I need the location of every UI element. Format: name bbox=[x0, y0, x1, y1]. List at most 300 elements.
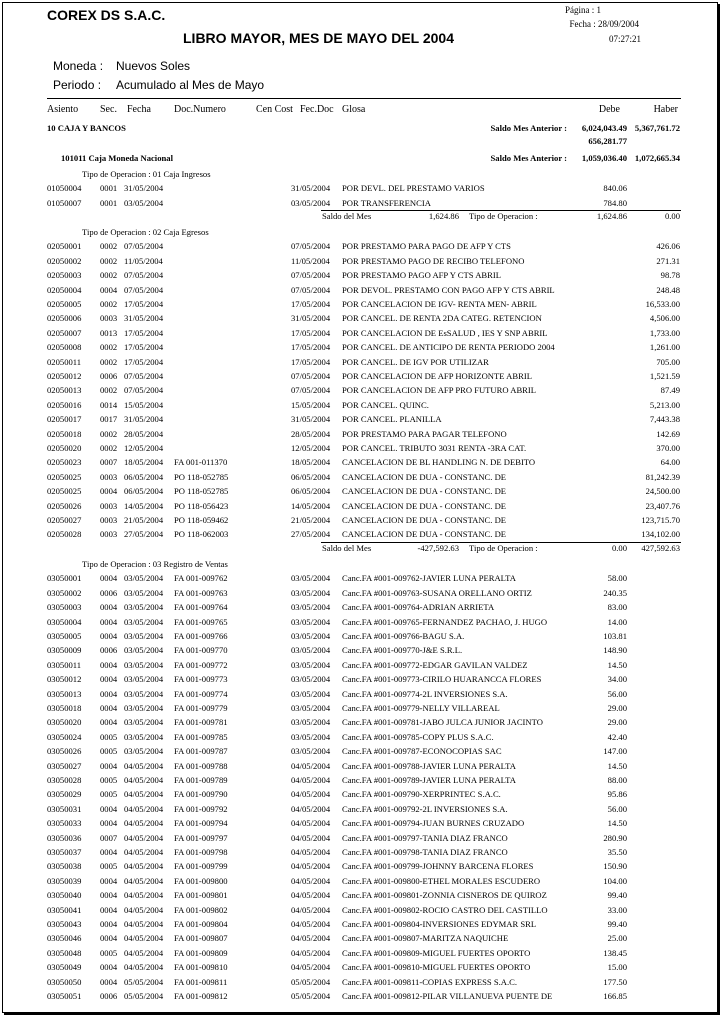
haber-cell: 23,407.76 bbox=[645, 500, 680, 511]
col-sec: Sec. bbox=[100, 104, 117, 115]
glosa-cell: POR CANCELACION DE IGV- RENTA MEN- ABRIL bbox=[342, 299, 537, 309]
sec-cell: 0004 bbox=[100, 602, 118, 613]
fec-doc-cell: 04/05/2004 bbox=[291, 789, 331, 800]
doc-cell: FA 001-009800 bbox=[174, 875, 228, 886]
subaccount-saldo-debe: 1,059,036.40 bbox=[581, 153, 627, 163]
ledger-row bbox=[3, 400, 717, 411]
asiento-cell: 01050007 bbox=[47, 197, 82, 208]
glosa-cell: Canc.FA #001-009797-TANIA DIAZ FRANCO bbox=[342, 832, 508, 843]
glosa-cell: Canc.FA #001-009799-JOHNNY BARCENA FLORES bbox=[342, 861, 534, 872]
fecha-cell: 03/05/2004 bbox=[124, 645, 164, 656]
fecha-cell: 06/05/2004 bbox=[124, 486, 164, 497]
fecha-cell: 04/05/2004 bbox=[124, 789, 164, 800]
asiento-cell: 03050004 bbox=[47, 616, 82, 627]
sec-cell: 0004 bbox=[100, 962, 118, 973]
asiento-cell: 02050016 bbox=[47, 399, 82, 410]
account-net: 656,281.77 bbox=[588, 136, 627, 146]
asiento-cell: 03050033 bbox=[47, 818, 82, 829]
fecha-cell: 17/05/2004 bbox=[124, 356, 164, 367]
fec-doc-cell: 04/05/2004 bbox=[291, 947, 331, 958]
fecha-cell: 05/05/2004 bbox=[124, 976, 164, 987]
fecha-cell: 15/05/2004 bbox=[124, 399, 164, 410]
fecha-cell: 03/05/2004 bbox=[124, 659, 164, 670]
fecha-cell: 03/05/2004 bbox=[124, 688, 164, 699]
subtotal-debe: 1,624.86 bbox=[596, 211, 627, 222]
glosa-cell: Canc.FA #001-009789-JAVIER LUNA PERALTA bbox=[342, 775, 516, 785]
operation-type-label: Tipo de Operacion : 02 Caja Egresos bbox=[82, 227, 209, 237]
asiento-cell: 03050040 bbox=[47, 890, 82, 901]
doc-cell: FA 001-009788 bbox=[174, 760, 228, 771]
operation-type-label: Tipo de Operacion : 01 Caja Ingresos bbox=[82, 169, 211, 179]
glosa-cell: Canc.FA #001-009798-TANIA DIAZ FRANCO bbox=[342, 847, 508, 857]
sec-cell: 0005 bbox=[100, 789, 118, 800]
haber-cell: 426.06 bbox=[656, 241, 680, 252]
ledger-row bbox=[3, 660, 717, 671]
subaccount-row bbox=[3, 153, 717, 164]
asiento-cell: 02050027 bbox=[47, 515, 82, 525]
haber-cell: 370.00 bbox=[656, 443, 680, 453]
haber-cell: 5,213.00 bbox=[649, 399, 680, 410]
debe-cell: 103.81 bbox=[603, 631, 627, 641]
fec-doc-cell: 04/05/2004 bbox=[291, 832, 331, 843]
doc-cell: PO 118-052785 bbox=[174, 471, 229, 482]
asiento-cell: 03050031 bbox=[47, 803, 82, 814]
asiento-cell: 03050029 bbox=[47, 789, 82, 800]
account-net-row bbox=[3, 136, 717, 147]
ledger-row bbox=[3, 631, 717, 642]
asiento-cell: 03050024 bbox=[47, 731, 82, 742]
print-date: Fecha : 28/09/2004 bbox=[569, 19, 639, 29]
fec-doc-cell: 17/05/2004 bbox=[291, 299, 331, 309]
ledger-row bbox=[3, 198, 717, 209]
col-haber: Haber bbox=[653, 104, 678, 115]
ledger-row bbox=[3, 501, 717, 512]
ledger-row bbox=[3, 588, 717, 599]
account-saldo-label: Saldo Mes Anterior : bbox=[490, 123, 567, 133]
fecha-cell: 04/05/2004 bbox=[124, 875, 164, 886]
debe-cell: 104.00 bbox=[603, 875, 627, 886]
fec-doc-cell: 03/05/2004 bbox=[291, 645, 331, 656]
fecha-cell: 07/05/2004 bbox=[124, 270, 164, 281]
asiento-cell: 03050039 bbox=[47, 875, 82, 886]
ledger-row bbox=[3, 313, 717, 324]
fec-doc-cell: 03/05/2004 bbox=[291, 616, 331, 627]
asiento-cell: 02050020 bbox=[47, 443, 82, 453]
fec-doc-cell: 04/05/2004 bbox=[291, 933, 331, 944]
haber-cell: 16,533.00 bbox=[645, 299, 680, 309]
ledger-row bbox=[3, 429, 717, 440]
fecha-cell: 04/05/2004 bbox=[124, 947, 164, 958]
debe-cell: 56.00 bbox=[607, 803, 627, 814]
ledger-row bbox=[3, 385, 717, 396]
sec-cell: 0013 bbox=[100, 327, 118, 338]
debe-cell: 58.00 bbox=[607, 573, 627, 584]
fec-doc-cell: 18/05/2004 bbox=[291, 457, 331, 468]
fec-doc-cell: 07/05/2004 bbox=[291, 241, 331, 252]
glosa-cell: Canc.FA #001-009770-J&E S.R.L. bbox=[342, 645, 463, 656]
asiento-cell: 03050001 bbox=[47, 573, 82, 584]
doc-cell: FA 001-009807 bbox=[174, 933, 228, 944]
fec-doc-cell: 15/05/2004 bbox=[291, 399, 331, 410]
debe-cell: 35.50 bbox=[607, 847, 627, 857]
fecha-cell: 04/05/2004 bbox=[124, 890, 164, 901]
subtotal-row bbox=[3, 543, 717, 554]
glosa-cell: CANCELACION DE DUA - CONSTANC. DE bbox=[342, 515, 507, 525]
debe-cell: 840.06 bbox=[603, 183, 627, 194]
debe-cell: 148.90 bbox=[603, 645, 627, 656]
fec-doc-cell: 04/05/2004 bbox=[291, 919, 331, 929]
fecha-cell: 17/05/2004 bbox=[124, 342, 164, 353]
ledger-row bbox=[3, 299, 717, 310]
fec-doc-cell: 05/05/2004 bbox=[291, 991, 331, 1001]
asiento-cell: 03050049 bbox=[47, 962, 82, 973]
fec-doc-cell: 06/05/2004 bbox=[291, 486, 331, 497]
glosa-cell: POR CANCELACION DE EsSALUD , IES Y SNP ABRIL bbox=[342, 327, 548, 338]
sec-cell: 0005 bbox=[100, 731, 118, 742]
debe-cell: 29.00 bbox=[607, 703, 627, 713]
saldo-del-mes-value: 1,624.86 bbox=[428, 211, 459, 222]
sec-cell: 0004 bbox=[100, 703, 118, 713]
haber-cell: 123,715.70 bbox=[641, 515, 680, 525]
glosa-cell: Canc.FA #001-009807-MARITZA NAQUICHE bbox=[342, 933, 509, 944]
fecha-cell: 03/05/2004 bbox=[124, 573, 164, 584]
glosa-cell: POR CANCEL. PLANILLA bbox=[342, 414, 442, 425]
debe-cell: 95.86 bbox=[607, 789, 627, 800]
doc-cell: FA 001-009763 bbox=[174, 587, 228, 598]
fecha-cell: 07/05/2004 bbox=[124, 385, 164, 396]
doc-cell: PO 118-056423 bbox=[174, 500, 229, 511]
fec-doc-cell: 14/05/2004 bbox=[291, 500, 331, 511]
asiento-cell: 02050017 bbox=[47, 414, 82, 425]
doc-cell: FA 001-009772 bbox=[174, 659, 228, 670]
haber-cell: 64.00 bbox=[660, 457, 680, 468]
sec-cell: 0003 bbox=[100, 515, 118, 525]
fecha-cell: 04/05/2004 bbox=[124, 933, 164, 944]
fec-doc-cell: 28/05/2004 bbox=[291, 428, 331, 439]
fec-doc-cell: 31/05/2004 bbox=[291, 414, 331, 425]
fec-doc-cell: 04/05/2004 bbox=[291, 847, 331, 857]
doc-cell: FA 001-009810 bbox=[174, 962, 228, 973]
fec-doc-cell: 04/05/2004 bbox=[291, 890, 331, 901]
fec-doc-cell: 03/05/2004 bbox=[291, 659, 331, 670]
haber-cell: 271.31 bbox=[656, 255, 680, 266]
debe-cell: 14.50 bbox=[607, 760, 627, 771]
sec-cell: 0004 bbox=[100, 803, 118, 814]
fec-doc-cell: 31/05/2004 bbox=[291, 313, 331, 324]
haber-cell: 1,261.00 bbox=[649, 342, 680, 353]
fecha-cell: 17/05/2004 bbox=[124, 327, 164, 338]
col-debe: Debe bbox=[598, 104, 620, 115]
glosa-cell: Canc.FA #001-009781-JABO JULCA JUNIOR JACINTO bbox=[342, 717, 543, 728]
glosa-cell: POR CANCEL. QUINC. bbox=[342, 399, 429, 410]
asiento-cell: 02050025 bbox=[47, 471, 82, 482]
ledger-row bbox=[3, 645, 717, 656]
debe-cell: 56.00 bbox=[607, 688, 627, 699]
subtotal-haber: 0.00 bbox=[664, 211, 680, 222]
glosa-cell: Canc.FA #001-009802-ROCIO CASTRO DEL CASTILLO bbox=[342, 904, 548, 915]
ledger-row bbox=[3, 674, 717, 685]
periodo-value: Acumulado al Mes de Mayo bbox=[116, 78, 265, 92]
doc-cell: FA 001-009794 bbox=[174, 818, 228, 829]
sec-cell: 0001 bbox=[100, 183, 118, 194]
fec-doc-cell: 04/05/2004 bbox=[291, 760, 331, 771]
glosa-cell: POR CANCELACION DE AFP HORIZONTE ABRIL bbox=[342, 371, 532, 381]
operation-type-title bbox=[3, 169, 717, 180]
doc-cell: PO 118-062003 bbox=[174, 529, 229, 540]
ledger-row bbox=[3, 717, 717, 728]
sec-cell: 0004 bbox=[100, 976, 118, 987]
sec-cell: 0002 bbox=[100, 356, 118, 367]
sec-cell: 0004 bbox=[100, 631, 118, 641]
sec-cell: 0006 bbox=[100, 991, 118, 1001]
doc-cell: FA 001-009764 bbox=[174, 602, 228, 613]
sec-cell: 0003 bbox=[100, 471, 118, 482]
ledger-row bbox=[3, 486, 717, 497]
fec-doc-cell: 04/05/2004 bbox=[291, 861, 331, 872]
asiento-cell: 03050018 bbox=[47, 703, 82, 713]
asiento-cell: 03050037 bbox=[47, 847, 82, 857]
sec-cell: 0004 bbox=[100, 933, 118, 944]
glosa-cell: POR CANCELACION DE AFP PRO FUTURO ABRIL bbox=[342, 385, 537, 396]
debe-cell: 88.00 bbox=[607, 775, 627, 785]
asiento-cell: 02050023 bbox=[47, 457, 82, 468]
sec-cell: 0005 bbox=[100, 746, 118, 757]
company-name: COREX DS S.A.C. bbox=[47, 7, 166, 23]
doc-cell: FA 001-009802 bbox=[174, 904, 228, 915]
asiento-cell: 02050025 bbox=[47, 486, 82, 497]
sec-cell: 0005 bbox=[100, 947, 118, 958]
glosa-cell: Canc.FA #001-009765-FERNANDEZ PACHAO, J. HUGO bbox=[342, 616, 548, 627]
debe-cell: 29.00 bbox=[607, 717, 627, 728]
asiento-cell: 03050050 bbox=[47, 976, 82, 987]
glosa-cell: CANCELACION DE DUA - CONSTANC. DE bbox=[342, 529, 507, 540]
fecha-cell: 14/05/2004 bbox=[124, 500, 164, 511]
glosa-cell: Canc.FA #001-009809-MIGUEL FUERTES OPORTO bbox=[342, 947, 531, 958]
asiento-cell: 02050026 bbox=[47, 500, 82, 511]
print-time: 07:27:21 bbox=[609, 34, 642, 44]
asiento-cell: 03050027 bbox=[47, 760, 82, 771]
asiento-cell: 02050008 bbox=[47, 342, 82, 353]
fecha-cell: 04/05/2004 bbox=[124, 760, 164, 771]
sec-cell: 0004 bbox=[100, 659, 118, 670]
asiento-cell: 03050011 bbox=[47, 659, 82, 670]
subaccount-saldo-haber: 1,072,665.34 bbox=[634, 153, 680, 163]
sec-cell: 0003 bbox=[100, 529, 118, 540]
fecha-cell: 03/05/2004 bbox=[124, 616, 164, 627]
ledger-row bbox=[3, 847, 717, 858]
glosa-cell: Canc.FA #001-009811-COPIAS EXPRESS S.A.C. bbox=[342, 976, 518, 987]
asiento-cell: 02050005 bbox=[47, 299, 82, 309]
doc-cell: FA 001-009781 bbox=[174, 717, 228, 728]
glosa-cell: Canc.FA #001-009800-ETHEL MORALES ESCUDERO bbox=[342, 875, 541, 886]
fec-doc-cell: 06/05/2004 bbox=[291, 471, 331, 482]
col-glosa: Glosa bbox=[342, 104, 366, 115]
ledger-row bbox=[3, 732, 717, 743]
ledger-row bbox=[3, 617, 717, 628]
haber-cell: 24,500.00 bbox=[645, 486, 680, 497]
asiento-cell: 03050041 bbox=[47, 904, 82, 915]
fecha-cell: 04/05/2004 bbox=[124, 904, 164, 915]
sec-cell: 0004 bbox=[100, 717, 118, 728]
fec-doc-cell: 11/05/2004 bbox=[291, 255, 330, 266]
col-cen-cost: Cen Cost bbox=[256, 104, 293, 115]
ledger-row bbox=[3, 472, 717, 483]
ledger-row bbox=[3, 905, 717, 916]
doc-cell: FA 001-009798 bbox=[174, 847, 228, 857]
ledger-row bbox=[3, 861, 717, 872]
ledger-row bbox=[3, 991, 717, 1002]
fecha-cell: 03/05/2004 bbox=[124, 703, 164, 713]
debe-cell: 147.00 bbox=[603, 746, 627, 757]
glosa-cell: Canc.FA #001-009794-JUAN BURNES CRUZADO bbox=[342, 818, 525, 829]
fec-doc-cell: 03/05/2004 bbox=[291, 602, 331, 613]
glosa-cell: POR PRESTAMO PARA PAGAR TELEFONO bbox=[342, 428, 507, 439]
saldo-del-mes-value: -427,592.63 bbox=[417, 542, 459, 553]
sec-cell: 0004 bbox=[100, 674, 118, 685]
glosa-cell: Canc.FA #001-009766-BAGU S.A. bbox=[342, 631, 465, 641]
sec-cell: 0003 bbox=[100, 313, 118, 324]
glosa-cell: POR CANCEL. DE IGV POR UTILIZAR bbox=[342, 356, 489, 367]
asiento-cell: 03050028 bbox=[47, 775, 82, 785]
asiento-cell: 02050018 bbox=[47, 428, 82, 439]
periodo-label: Periodo : bbox=[53, 78, 102, 92]
fecha-cell: 11/05/2004 bbox=[124, 255, 163, 266]
asiento-cell: 03050020 bbox=[47, 717, 82, 728]
fec-doc-cell: 17/05/2004 bbox=[291, 342, 331, 353]
doc-cell: FA 001-009779 bbox=[174, 703, 228, 713]
glosa-cell: Canc.FA #001-009772-EDGAR GAVILAN VALDEZ bbox=[342, 659, 528, 670]
debe-cell: 240.35 bbox=[603, 587, 627, 598]
fecha-cell: 21/05/2004 bbox=[124, 515, 164, 525]
fec-doc-cell: 07/05/2004 bbox=[291, 284, 331, 295]
glosa-cell: POR CANCEL. DE ANTICIPO DE RENTA PERIODO 2004 bbox=[342, 342, 555, 353]
col-doc-numero: Doc.Numero bbox=[174, 104, 226, 115]
sec-cell: 0003 bbox=[100, 500, 118, 511]
asiento-cell: 03050009 bbox=[47, 645, 82, 656]
fec-doc-cell: 03/05/2004 bbox=[291, 674, 331, 685]
sec-cell: 0005 bbox=[100, 861, 118, 872]
haber-cell: 81,242.39 bbox=[645, 471, 680, 482]
fec-doc-cell: 03/05/2004 bbox=[291, 631, 331, 641]
sec-cell: 0004 bbox=[100, 890, 118, 901]
sec-cell: 0014 bbox=[100, 399, 118, 410]
fec-doc-cell: 04/05/2004 bbox=[291, 803, 331, 814]
doc-cell: FA 001-009787 bbox=[174, 746, 228, 757]
ledger-row bbox=[3, 833, 717, 844]
asiento-cell: 02050004 bbox=[47, 284, 82, 295]
glosa-cell: POR TRANSFERENCIA bbox=[342, 197, 431, 208]
ledger-row bbox=[3, 804, 717, 815]
sec-cell: 0002 bbox=[100, 342, 118, 353]
debe-cell: 14.00 bbox=[607, 616, 627, 627]
fecha-cell: 17/05/2004 bbox=[124, 299, 164, 309]
debe-cell: 14.50 bbox=[607, 818, 627, 829]
debe-cell: 34.00 bbox=[607, 674, 627, 685]
haber-cell: 87.49 bbox=[660, 385, 680, 396]
page-number: Página : 1 bbox=[565, 5, 601, 15]
fec-doc-cell: 03/05/2004 bbox=[291, 703, 331, 713]
ledger-row bbox=[3, 443, 717, 454]
glosa-cell: Canc.FA #001-009812-PILAR VILLANUEVA PUENTE DE bbox=[342, 991, 553, 1001]
asiento-cell: 02050007 bbox=[47, 327, 82, 338]
fecha-cell: 03/05/2004 bbox=[124, 631, 164, 641]
saldo-del-mes-label: Saldo del Mes bbox=[322, 211, 372, 222]
ledger-row bbox=[3, 414, 717, 425]
doc-cell: FA 001-009774 bbox=[174, 688, 228, 699]
doc-cell: PO 118-052785 bbox=[174, 486, 229, 497]
doc-cell: FA 001-009790 bbox=[174, 789, 228, 800]
subaccount-saldo-label: Saldo Mes Anterior : bbox=[490, 153, 567, 163]
doc-cell: FA 001-009765 bbox=[174, 616, 228, 627]
sec-cell: 0001 bbox=[100, 197, 118, 208]
debe-cell: 138.45 bbox=[603, 947, 627, 958]
asiento-cell: 02050012 bbox=[47, 371, 82, 381]
doc-cell: FA 001-009799 bbox=[174, 861, 228, 872]
account-saldo-debe: 6,024,043.49 bbox=[581, 123, 627, 133]
glosa-cell: Canc.FA #001-009792-2L INVERSIONES S.A. bbox=[342, 803, 508, 814]
asiento-cell: 03050003 bbox=[47, 602, 82, 613]
asiento-cell: 03050043 bbox=[47, 919, 82, 929]
sec-cell: 0004 bbox=[100, 486, 118, 497]
fecha-cell: 27/05/2004 bbox=[124, 529, 164, 540]
ledger-row bbox=[3, 919, 717, 930]
debe-cell: 15.00 bbox=[607, 962, 627, 973]
glosa-cell: Canc.FA #001-009779-NELLY VILLAREAL bbox=[342, 703, 500, 713]
ledger-row bbox=[3, 573, 717, 584]
account-saldo-haber: 5,367,761.72 bbox=[634, 123, 680, 133]
fecha-cell: 05/05/2004 bbox=[124, 991, 164, 1001]
fecha-cell: 04/05/2004 bbox=[124, 775, 164, 785]
doc-cell: FA 001-009809 bbox=[174, 947, 228, 958]
asiento-cell: 02050003 bbox=[47, 270, 82, 281]
operation-type-label: Tipo de Operacion : 03 Registro de Ventas bbox=[82, 559, 228, 569]
fecha-cell: 28/05/2004 bbox=[124, 428, 164, 439]
debe-cell: 99.40 bbox=[607, 890, 627, 901]
fecha-cell: 03/05/2004 bbox=[124, 746, 164, 757]
ledger-row bbox=[3, 689, 717, 700]
ledger-row bbox=[3, 328, 717, 339]
fec-doc-cell: 03/05/2004 bbox=[291, 731, 331, 742]
asiento-cell: 02050013 bbox=[47, 385, 82, 396]
fec-doc-cell: 07/05/2004 bbox=[291, 385, 331, 396]
ledger-row bbox=[3, 602, 717, 613]
doc-cell: FA 001-009766 bbox=[174, 631, 228, 641]
sec-cell: 0004 bbox=[100, 688, 118, 699]
fec-doc-cell: 03/05/2004 bbox=[291, 587, 331, 598]
fec-doc-cell: 04/05/2004 bbox=[291, 875, 331, 886]
doc-cell: FA 001-009770 bbox=[174, 645, 228, 656]
subtotal-haber: 427,592.63 bbox=[641, 542, 680, 553]
ledger-row bbox=[3, 876, 717, 887]
debe-cell: 177.50 bbox=[603, 976, 627, 987]
ledger-row bbox=[3, 746, 717, 757]
subtotal-debe: 0.00 bbox=[611, 542, 627, 553]
sec-cell: 0002 bbox=[100, 428, 118, 439]
asiento-cell: 03050036 bbox=[47, 832, 82, 843]
glosa-cell: Canc.FA #001-009810-MIGUEL FUERTES OPORTO bbox=[342, 962, 531, 973]
fec-doc-cell: 03/05/2004 bbox=[291, 573, 331, 584]
sec-cell: 0004 bbox=[100, 616, 118, 627]
glosa-cell: CANCELACION DE DUA - CONSTANC. DE bbox=[342, 471, 507, 482]
fecha-cell: 04/05/2004 bbox=[124, 832, 164, 843]
fecha-cell: 06/05/2004 bbox=[124, 471, 164, 482]
glosa-cell: Canc.FA #001-009788-JAVIER LUNA PERALTA bbox=[342, 760, 516, 771]
doc-cell: PO 118-059462 bbox=[174, 515, 229, 525]
sec-cell: 0002 bbox=[100, 270, 118, 281]
asiento-cell: 03050013 bbox=[47, 688, 82, 699]
debe-cell: 33.00 bbox=[607, 904, 627, 915]
debe-cell: 14.50 bbox=[607, 659, 627, 670]
